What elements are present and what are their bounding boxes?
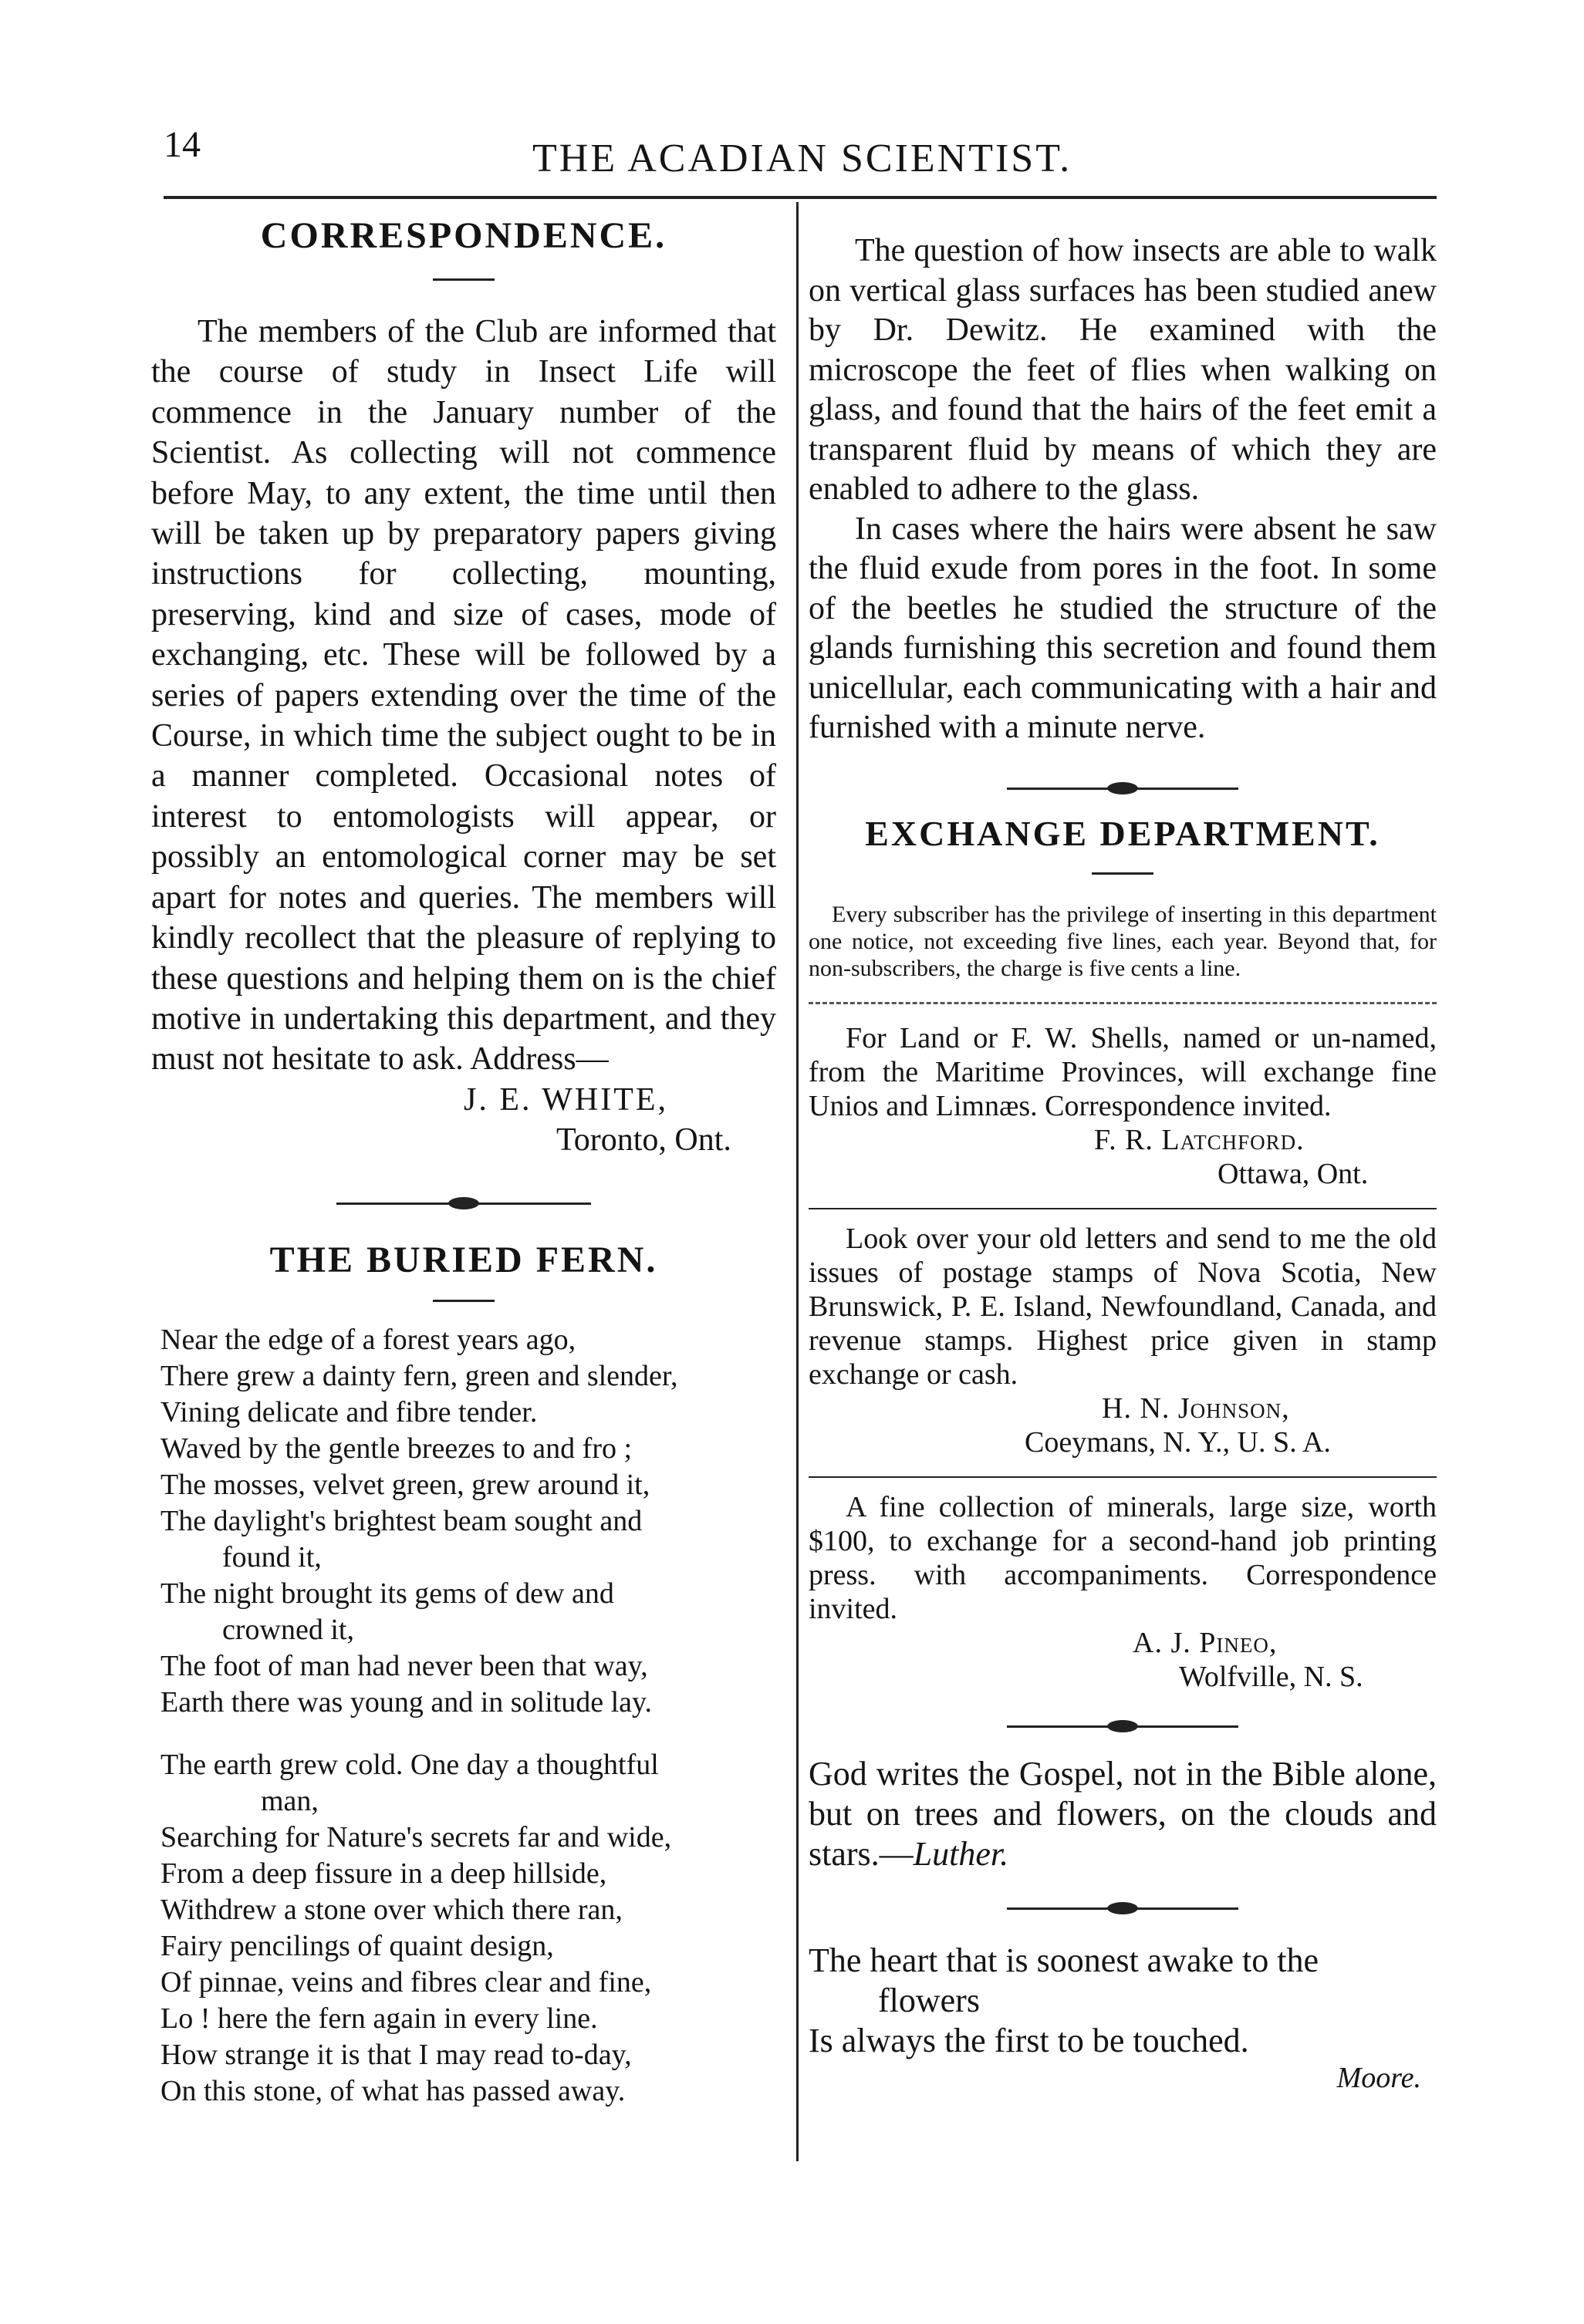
moore-quote-author: Moore.	[1336, 2061, 1421, 2094]
ad-rule	[809, 1476, 1437, 1478]
poem-line: The night brought its gems of dew and	[160, 1577, 614, 1610]
poem-line: The foot of man had never been that way,	[160, 1649, 648, 1682]
column-divider	[796, 202, 799, 2161]
ornament-divider	[336, 1197, 591, 1209]
exchange-ad-1: For Land or F. W. Shells, named or un-named, from the Maritime Provinces, will exchange fine Unios and Limnæs. Correspondence invited.	[809, 1021, 1437, 1122]
exchange-heading: EXCHANGE DEPARTMENT.	[865, 813, 1380, 853]
poem-line: From a deep fissure in a deep hillside,	[160, 1857, 607, 1890]
insects-paragraph-2: In cases where the hairs were absent he saw the fluid exude from pores in the foot. In some of the beetles he studied the structure of the glands furnishing this secretion and found them unicellular, each communicating with a hair and furnished with a minute nerve.	[809, 511, 1437, 745]
journal-title: THE ACADIAN SCIENTIST.	[532, 137, 1072, 180]
correspondence-body: The members of the Club are informed that the course of study in Insect Life will commence in the January number of the Scientist. As collecting will not commence before May, to any extent, the time until then will be taken up by preparatory papers giving instructions for collecting, mounting, preserving, kind and size of cases, mode of exchanging, etc. These will be followed by a series of papers extending over the time of the Course, in which time the subject ought to be in a manner completed. Occasional notes of interest to entomologists will appear, or possibly an entomological corner may be set apart for notes and queries. The members will kindly recollect that the pleasure of replying to these questions and helping them on is the chief motive in undertaking this department, and they must not hesitate to ask. Address—	[151, 314, 776, 1078]
signature-name: J. E. WHITE,	[464, 1081, 669, 1118]
section-rule	[433, 1300, 495, 1302]
exchange-notice: Every subscriber has the privilege of inserting in this department one notice, not exceeding five lines, each year. Beyond that, for non-subscribers, the charge is five cents a line.	[809, 901, 1437, 981]
correspondence-signature	[151, 1080, 776, 1160]
insects-paragraph-1: The question of how insects are able to walk on vertical glass surfaces has been studied anew by Dr. Dewitz. He examined with the microscope the feet of flies when walking on glass, and found that the hairs of the feet emit a transparent fluid by means of which they are enabled to adhere to the glass.	[809, 233, 1437, 507]
ad-2-signature	[809, 1391, 1437, 1459]
poem-line: On this stone, of what has passed away.	[160, 2074, 626, 2107]
exchange-ad-2: Look over your old letters and send to me the old issues of postage stamps of Nova Scotia, New Brunswick, P. E. Island, Newfoundland, Canada, and revenue stamps. Highest price given in stamp exchange or cash.	[809, 1222, 1437, 1391]
ad-1-place: Ottawa, Ont.	[1218, 1157, 1369, 1190]
poem-line: Lo ! here the fern again in every line.	[160, 2002, 598, 2035]
luther-quote-text: God writes the Gospel, not in the Bible alone, but on trees and flowers, on the clouds and stars.—	[809, 1754, 1437, 1873]
luther-quote-author: Luther.	[913, 1834, 1009, 1873]
poem-line: The daylight's brightest beam sought and	[160, 1504, 643, 1537]
section-rule	[1092, 872, 1153, 875]
ad-3-signature	[809, 1626, 1437, 1694]
ad-1-name: F. R. Latchford.	[1094, 1123, 1305, 1156]
moore-quote-line: The heart that is soonest awake to the	[809, 1941, 1319, 1979]
buried-fern-poem	[151, 1322, 776, 2110]
ornament-divider	[1007, 1902, 1238, 1914]
poem-line: The earth grew cold. One day a thoughtful	[160, 1748, 659, 1781]
poem-line: Searching for Nature's secrets far and wide,	[160, 1820, 672, 1853]
correspondence-heading: CORRESPONDENCE.	[260, 215, 667, 256]
poem-line: Withdrew a stone over which there ran,	[160, 1893, 623, 1926]
poem-line: Vining delicate and fibre tender.	[160, 1395, 538, 1428]
header-rule	[164, 196, 1437, 199]
notice-rule	[809, 1002, 1437, 1004]
buried-fern-heading: THE BURIED FERN.	[269, 1239, 658, 1280]
poem-line: Fairy pencilings of quaint design,	[160, 1929, 554, 1962]
luther-quote	[809, 1754, 1437, 1874]
ornament-divider	[1007, 1720, 1238, 1732]
signature-place: Toronto, Ont.	[556, 1122, 731, 1158]
poem-line: crowned it,	[222, 1613, 354, 1646]
section-rule	[433, 278, 495, 281]
poem-line: There grew a dainty fern, green and slender,	[160, 1359, 678, 1392]
poem-line: Of pinnae, veins and fibres clear and fine,	[160, 1965, 652, 1999]
right-column	[809, 231, 1437, 2095]
ad-3-place: Wolfville, N. S.	[1179, 1660, 1363, 1693]
ad-2-name: H. N. Johnson,	[1102, 1391, 1290, 1425]
poem-line: The mosses, velvet green, grew around it,	[160, 1468, 650, 1501]
poem-line: found it,	[222, 1540, 322, 1574]
poem-line: How strange it is that I may read to-day,	[160, 2038, 632, 2071]
ad-rule	[809, 1208, 1437, 1209]
ad-2-place: Coeymans, N. Y., U. S. A.	[1025, 1425, 1331, 1459]
poem-line: man,	[261, 1784, 319, 1817]
left-column	[151, 214, 776, 2110]
poem-line: Earth there was young and in solitude lay.	[160, 1685, 653, 1719]
moore-quote-line: flowers	[878, 1981, 980, 2019]
moore-quote-line: Is always the first to be touched.	[809, 2021, 1249, 2059]
poem-line: Near the edge of a forest years ago,	[160, 1323, 576, 1356]
page-number: 14	[164, 124, 201, 165]
exchange-ad-3: A fine collection of minerals, large size, worth $100, to exchange for a second-hand job printing press. with accompaniments. Correspondence invited.	[809, 1490, 1437, 1625]
moore-quote	[809, 1941, 1437, 2061]
ad-1-signature	[809, 1123, 1437, 1191]
ornament-divider	[1007, 782, 1238, 794]
ad-3-name: A. J. Pineo,	[1133, 1626, 1278, 1659]
poem-line: Waved by the gentle breezes to and fro ;	[160, 1432, 633, 1465]
